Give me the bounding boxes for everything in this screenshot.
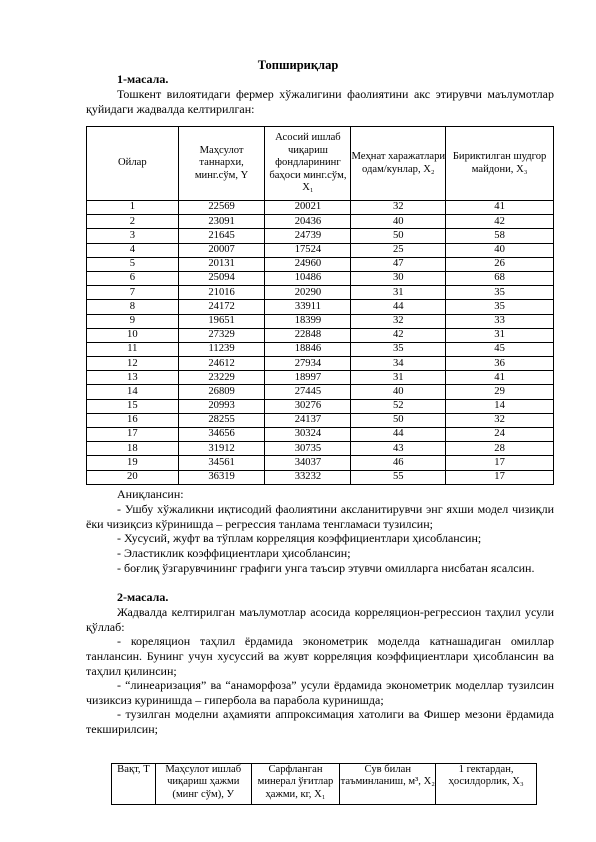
cell-cost-y: 27329 <box>178 328 265 342</box>
cell-month: 1 <box>87 201 179 215</box>
cell-month: 8 <box>87 300 179 314</box>
table-row <box>87 470 554 484</box>
cell-month: 11 <box>87 342 179 356</box>
cell-labor-x2: 34 <box>351 357 446 371</box>
cell-cost-y: 20007 <box>178 243 265 257</box>
cell-fixed-assets-x1: 34037 <box>265 456 351 470</box>
task2-heading: 2-масала. <box>117 590 169 604</box>
cell-fixed-assets-x1: 30276 <box>265 399 351 413</box>
cell-cost-y: 21016 <box>178 286 265 300</box>
cell-land-area-x3: 68 <box>446 271 554 285</box>
cell-fixed-assets-x1: 33232 <box>265 470 351 484</box>
cell-land-area-x3: 42 <box>446 215 554 229</box>
table-row <box>87 286 554 300</box>
task1-item-4: - боғлиқ ўзгарувчининг графиги унга таъсир этувчи омилларга нисбатан ясалсин. <box>117 561 535 575</box>
table-row <box>87 342 554 356</box>
cell-cost-y: 23229 <box>178 371 265 385</box>
cell-cost-y: 31912 <box>178 442 265 456</box>
cell-month: 20 <box>87 470 179 484</box>
cell-labor-x2: 44 <box>351 300 446 314</box>
cell-labor-x2: 40 <box>351 385 446 399</box>
cell-land-area-x3: 41 <box>446 371 554 385</box>
cell-fixed-assets-x1: 17524 <box>265 243 351 257</box>
cell-land-area-x3: 31 <box>446 328 554 342</box>
cell-month: 6 <box>87 271 179 285</box>
task2-item-3: - тузилган моделни аҳамияти аппроксимация хатолиги ва Фишер мезони ёрдамида текширилсин; <box>86 707 554 736</box>
table-row <box>87 271 554 285</box>
cell-cost-y: 21645 <box>178 229 265 243</box>
table-row <box>87 399 554 413</box>
table-row <box>87 201 554 215</box>
cell-land-area-x3: 32 <box>446 413 554 427</box>
cell-cost-y: 24612 <box>178 357 265 371</box>
farm-data-table <box>86 126 554 485</box>
cell-land-area-x3: 26 <box>446 257 554 271</box>
table-row <box>87 357 554 371</box>
cell-labor-x2: 32 <box>351 201 446 215</box>
table-row <box>87 371 554 385</box>
cell-cost-y: 23091 <box>178 215 265 229</box>
header-fertilizer-x1: Сарфланган минерал ўғитлар ҳажми, кг, X₁ <box>251 764 340 805</box>
cell-fixed-assets-x1: 27934 <box>265 357 351 371</box>
table-row <box>87 243 554 257</box>
cell-month: 14 <box>87 385 179 399</box>
cell-labor-x2: 31 <box>351 286 446 300</box>
cell-month: 15 <box>87 399 179 413</box>
table-row <box>87 314 554 328</box>
cell-labor-x2: 40 <box>351 215 446 229</box>
cell-fixed-assets-x1: 20290 <box>265 286 351 300</box>
header-output-y: Маҳсулот ишлаб чиқариш ҳажми (минг сўм), У <box>155 764 251 805</box>
header-land-area-x3: Бириктилган шудгор майдони, X₃ <box>446 127 554 201</box>
cell-month: 18 <box>87 442 179 456</box>
task1-item-2: - Хусусий, жуфт ва тўплам корреляция коэффициентлари ҳисоблансин; <box>117 531 482 545</box>
cell-fixed-assets-x1: 18399 <box>265 314 351 328</box>
cell-fixed-assets-x1: 18846 <box>265 342 351 356</box>
cell-labor-x2: 44 <box>351 428 446 442</box>
table-row <box>87 229 554 243</box>
table-row <box>87 456 554 470</box>
cell-cost-y: 25094 <box>178 271 265 285</box>
cell-month: 13 <box>87 371 179 385</box>
cell-cost-y: 19651 <box>178 314 265 328</box>
cell-labor-x2: 25 <box>351 243 446 257</box>
page-title: Топшириқлар <box>257 58 339 72</box>
cell-cost-y: 11239 <box>178 342 265 356</box>
header-water-x2: Сув билан таъминланиш, м³, X₂ <box>340 764 436 805</box>
cell-land-area-x3: 24 <box>446 428 554 442</box>
header-month: Ойлар <box>87 127 179 201</box>
cell-land-area-x3: 17 <box>446 456 554 470</box>
cell-fixed-assets-x1: 20436 <box>265 215 351 229</box>
cell-month: 16 <box>87 413 179 427</box>
cell-labor-x2: 47 <box>351 257 446 271</box>
cell-cost-y: 20993 <box>178 399 265 413</box>
table-row <box>87 442 554 456</box>
task1-intro: Тошкент вилоятидаги фермер хўжалигини фаолиятини акс этирувчи маълумотлар қуйидаги жадвалда келтирилган: <box>86 87 554 116</box>
cell-land-area-x3: 36 <box>446 357 554 371</box>
table-header-row <box>112 764 537 805</box>
task2-item-2: - “линеаризация” ва “анаморфоза” усули ёрдамида эконометрик моделлар тузилсин чизиксиз куринишда – гипербола ва парабола куринишда; <box>86 678 554 707</box>
task2-item-1: - кореляцион таҳлил ёрдамида эконометрик моделда катнашадиган омиллар танлансин. Бунинг учун хусуссий ва жувт корреляция коэффициентлари ҳисоблансин ва таҳлил қилинсин; <box>86 634 554 678</box>
cell-labor-x2: 32 <box>351 314 446 328</box>
cell-cost-y: 28255 <box>178 413 265 427</box>
cell-month: 3 <box>87 229 179 243</box>
cell-land-area-x3: 35 <box>446 300 554 314</box>
table-row <box>87 257 554 271</box>
cell-land-area-x3: 17 <box>446 470 554 484</box>
cell-land-area-x3: 40 <box>446 243 554 257</box>
cell-month: 17 <box>87 428 179 442</box>
cell-month: 12 <box>87 357 179 371</box>
cell-cost-y: 20131 <box>178 257 265 271</box>
cell-labor-x2: 35 <box>351 342 446 356</box>
cell-cost-y: 34656 <box>178 428 265 442</box>
cell-labor-x2: 43 <box>351 442 446 456</box>
cell-fixed-assets-x1: 18997 <box>265 371 351 385</box>
cell-land-area-x3: 58 <box>446 229 554 243</box>
cell-fixed-assets-x1: 10486 <box>265 271 351 285</box>
table-row <box>87 428 554 442</box>
crop-data-table <box>111 763 537 805</box>
cell-month: 19 <box>87 456 179 470</box>
cell-month: 5 <box>87 257 179 271</box>
table-row <box>87 413 554 427</box>
task2-intro: Жадвалда келтирилган маълумотлар асосида корреляцион-регрессион таҳлил усули қўллаб: <box>86 605 554 634</box>
cell-month: 9 <box>87 314 179 328</box>
header-cost-y: Маҳсулот таннархи, минг.сўм, Y <box>178 127 265 201</box>
cell-fixed-assets-x1: 24137 <box>265 413 351 427</box>
cell-labor-x2: 46 <box>351 456 446 470</box>
cell-cost-y: 24172 <box>178 300 265 314</box>
cell-fixed-assets-x1: 24739 <box>265 229 351 243</box>
cell-labor-x2: 55 <box>351 470 446 484</box>
header-time-t: Вақт, T <box>112 764 156 805</box>
cell-fixed-assets-x1: 22848 <box>265 328 351 342</box>
cell-land-area-x3: 14 <box>446 399 554 413</box>
cell-land-area-x3: 29 <box>446 385 554 399</box>
table-row <box>87 328 554 342</box>
cell-fixed-assets-x1: 30324 <box>265 428 351 442</box>
table-row <box>87 300 554 314</box>
cell-fixed-assets-x1: 30735 <box>265 442 351 456</box>
table-header-row <box>87 127 554 201</box>
task1-item-1: - Ушбу хўжаликни иқтисодий фаолиятини аксланитирувчи энг яхши модел чизиқли ёки чизиқсиз кўринишда – регрессия танлама тенгламаси тузилсин; <box>86 502 554 531</box>
cell-cost-y: 26809 <box>178 385 265 399</box>
table-row <box>87 215 554 229</box>
determine-label: Аниқлансин: <box>117 487 184 501</box>
cell-fixed-assets-x1: 24960 <box>265 257 351 271</box>
cell-land-area-x3: 41 <box>446 201 554 215</box>
cell-fixed-assets-x1: 27445 <box>265 385 351 399</box>
task1-item-3: - Эластиклик коэффициентлари ҳисоблансин; <box>117 546 351 560</box>
cell-labor-x2: 52 <box>351 399 446 413</box>
cell-cost-y: 36319 <box>178 470 265 484</box>
header-yield-x3: 1 гектардан, ҳосилдорлик, X₃ <box>436 764 537 805</box>
cell-land-area-x3: 28 <box>446 442 554 456</box>
cell-labor-x2: 50 <box>351 229 446 243</box>
cell-land-area-x3: 33 <box>446 314 554 328</box>
cell-cost-y: 34561 <box>178 456 265 470</box>
cell-month: 7 <box>87 286 179 300</box>
cell-month: 10 <box>87 328 179 342</box>
header-labor-x2: Меҳнат харажатлари одам/кунлар, X₂ <box>351 127 446 201</box>
cell-fixed-assets-x1: 33911 <box>265 300 351 314</box>
cell-land-area-x3: 35 <box>446 286 554 300</box>
cell-labor-x2: 50 <box>351 413 446 427</box>
cell-labor-x2: 30 <box>351 271 446 285</box>
header-fixed-assets-x1: Асосий ишлаб чиқариш фондларининг баҳоси минг.сўм, X₁ <box>265 127 351 201</box>
cell-land-area-x3: 45 <box>446 342 554 356</box>
cell-month: 4 <box>87 243 179 257</box>
table-row <box>87 385 554 399</box>
cell-labor-x2: 42 <box>351 328 446 342</box>
cell-month: 2 <box>87 215 179 229</box>
cell-labor-x2: 31 <box>351 371 446 385</box>
cell-fixed-assets-x1: 20021 <box>265 201 351 215</box>
cell-cost-y: 22569 <box>178 201 265 215</box>
task1-heading: 1-масала. <box>117 72 169 86</box>
